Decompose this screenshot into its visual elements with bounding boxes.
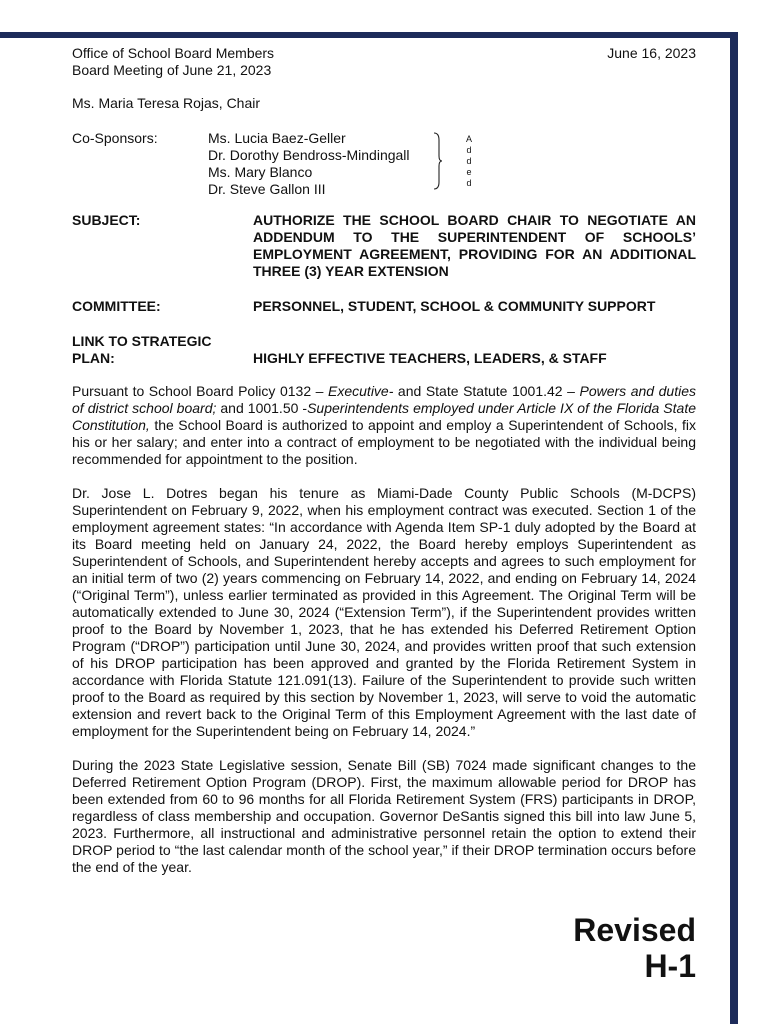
- cosponsors-list: [208, 130, 410, 198]
- curly-brace-icon: [433, 132, 443, 190]
- strategic-plan-label: LINK TO STRATEGIC PLAN:: [72, 333, 212, 366]
- p1-text-c: and State Statute 1001.42 –: [393, 383, 580, 399]
- committee-text: PERSONNEL, STUDENT, SCHOOL & COMMUNITY SUPPORT: [253, 298, 656, 314]
- page-border-right: [730, 32, 738, 1024]
- meeting-line: Board Meeting of June 21, 2023: [72, 62, 272, 78]
- added-annotation: [466, 134, 472, 189]
- cosponsor-name: Ms. Lucia Baez-Geller: [208, 130, 346, 146]
- revised-label: Revised: [573, 912, 696, 948]
- memo-page: [72, 45, 696, 876]
- subject-field: [72, 212, 696, 280]
- strategic-plan-text: HIGHLY EFFECTIVE TEACHERS, LEADERS, & STAFF: [253, 350, 607, 366]
- strategic-plan-field: [72, 333, 696, 367]
- p1-italic-f: Superintendents employed under Article IX of the Florida State Constitution,: [72, 400, 696, 433]
- p1-italic-b: Executive-: [328, 383, 394, 399]
- committee-label: COMMITTEE:: [72, 298, 161, 314]
- added-letter: d: [466, 156, 472, 166]
- chair-line: Ms. Maria Teresa Rojas, Chair: [72, 95, 261, 111]
- item-number: H-1: [644, 948, 696, 984]
- office-line: Office of School Board Members: [72, 45, 275, 61]
- p1-text-e: and 1001.50 -: [216, 400, 308, 416]
- cosponsor-name: Dr. Steve Gallon III: [208, 181, 326, 197]
- cosponsor-name: Ms. Mary Blanco: [208, 164, 313, 180]
- page-border-top: [0, 32, 738, 38]
- committee-field: [72, 298, 696, 315]
- cosponsor-name: Dr. Dorothy Bendross-Mindingall: [208, 147, 410, 163]
- p1-text-g: the School Board is authorized to appoint and employ a Superintendent of Schools, fix his or her salary; and enter into a contract of employment to be negotiated with the individual being recommended for appointment to the position.: [72, 417, 696, 467]
- p1-text-a: Pursuant to School Board Policy 0132 –: [72, 383, 329, 399]
- memo-date: June 16, 2023: [607, 45, 696, 61]
- cosponsors-label: Co-Sponsors:: [72, 130, 158, 146]
- memo-header: [72, 45, 696, 79]
- added-letter: A: [466, 134, 473, 144]
- added-letter: d: [466, 178, 472, 188]
- revised-stamp: [573, 912, 696, 984]
- subject-text: AUTHORIZE THE SCHOOL BOARD CHAIR TO NEGOTIATE AN ADDENDUM TO THE SUPERINTENDENT OF SCHOOLS’ EMPLOYMENT AGREEMENT, PROVIDING FOR AN ADDITIONAL THREE (3) YEAR EXTENSION: [253, 212, 696, 279]
- subject-label: SUBJECT:: [72, 212, 141, 228]
- p1-italic-d: Powers and duties of district school board;: [72, 383, 696, 416]
- cosponsors-block: [72, 130, 696, 198]
- paragraph-tenure: Dr. Jose L. Dotres began his tenure as Miami-Dade County Public Schools (M-DCPS) Superintendent on February 9, 2022, when his employment contract was executed. Section 1 of the employment agreement states: “In accordance with Agenda Item SP-1 duly adopted by the Board at its Board meeting held on January 24, 2022, the Board hereby employs Superintendent as Superintendent of Schools, and Superintendent hereby accepts and agrees to such employment for an initial term of two (2) years commencing on February 14, 2022, and ending on February 14, 2024 (“Original Term”), unless earlier terminated as provided in this Agreement. The Original Term will be automatically extended to June 30, 2024 (“Extension Term”), if the Superintendent provides written proof to the Board by November 1, 2023, that he has extended his Deferred Retirement Option Program (“DROP”) participation until June 30, 2024, and provides written proof that such extension of his DROP participation has been approved and granted by the Florida Retirement System in accordance with Florida Statute 121.091(13). Failure of the Superintendent to provide such written proof to the Board as required by this section by November 1, 2023, will serve to void the automatic extension and revert back to the Original Term of this Employment Agreement with the last date of employment for the Superintendent being on February 14, 2024.”: [72, 485, 696, 739]
- added-letter: e: [466, 167, 472, 177]
- added-letter: d: [466, 145, 472, 155]
- paragraph-legislative: During the 2023 State Legislative session, Senate Bill (SB) 7024 made significant changes to the Deferred Retirement Option Program (DROP). First, the maximum allowable period for DROP has been extended from 60 to 96 months for all Florida Retirement System (FRS) participants in DROP, regardless of class membership and occupation. Governor DeSantis signed this bill into law June 5, 2023. Furthermore, all instructional and administrative personnel retain the option to extend their DROP period to “the last calendar month of the school year,” if their DROP termination occurs before the end of the year.: [72, 757, 696, 875]
- paragraph-policy: [72, 383, 696, 468]
